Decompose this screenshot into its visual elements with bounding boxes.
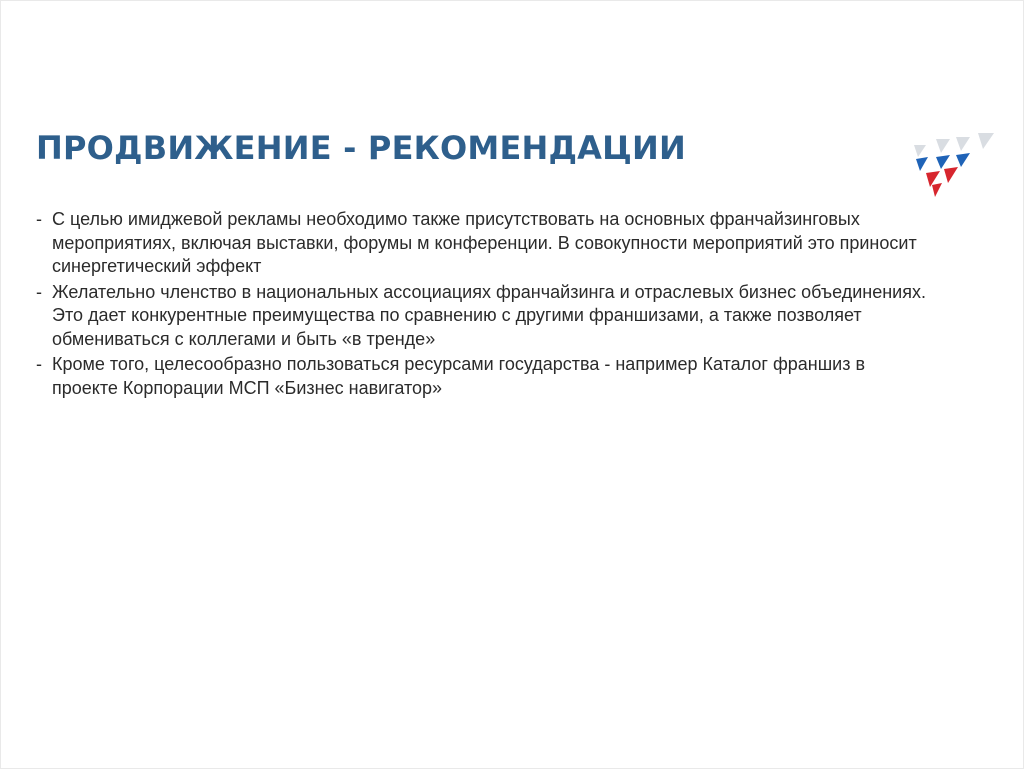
bullet-list (36, 208, 926, 402)
flag-triangles-logo-icon (906, 127, 1006, 205)
logo-triangle-white (978, 133, 994, 149)
logo-triangle-blue (956, 153, 970, 167)
bullet-marker: - (36, 281, 42, 302)
bullet-marker: - (36, 209, 42, 229)
logo-triangle-white (936, 139, 950, 153)
logo-triangle-blue (936, 155, 950, 169)
bullet-item (36, 281, 926, 352)
logo-triangle-white (914, 145, 926, 157)
bullet-item (36, 208, 926, 279)
slide-title: ПРОДВИЖЕНИЕ - РЕКОМЕНДАЦИИ (36, 129, 686, 167)
logo-triangle-red (932, 183, 942, 197)
logo-triangle-red (944, 167, 958, 183)
logo-triangle-blue (916, 157, 928, 171)
bullet-text: С целью имиджевой рекламы необходимо также присутствовать на основных франчайзинговых мероприятиях, включая выставки, форумы м конференции. В совокупности мероприятий это приносит синергетический эффект (52, 209, 917, 276)
logo-triangle-white (956, 137, 970, 151)
bullet-item (36, 353, 926, 400)
bullet-text: Желательно членство в национальных ассоциациях франчайзинга и отраслевых бизнес объединениях. Это дает конкурентные преимущества по сравнению с другими франшизами, а также позволяет обмениваться с коллегами и быть «в тренде» (52, 281, 926, 349)
bullet-marker: - (36, 354, 42, 374)
bullet-text: Кроме того, целесообразно пользоваться ресурсами государства - например Каталог франшиз в проекте Корпорации МСП «Бизнес навигатор» (52, 354, 866, 398)
